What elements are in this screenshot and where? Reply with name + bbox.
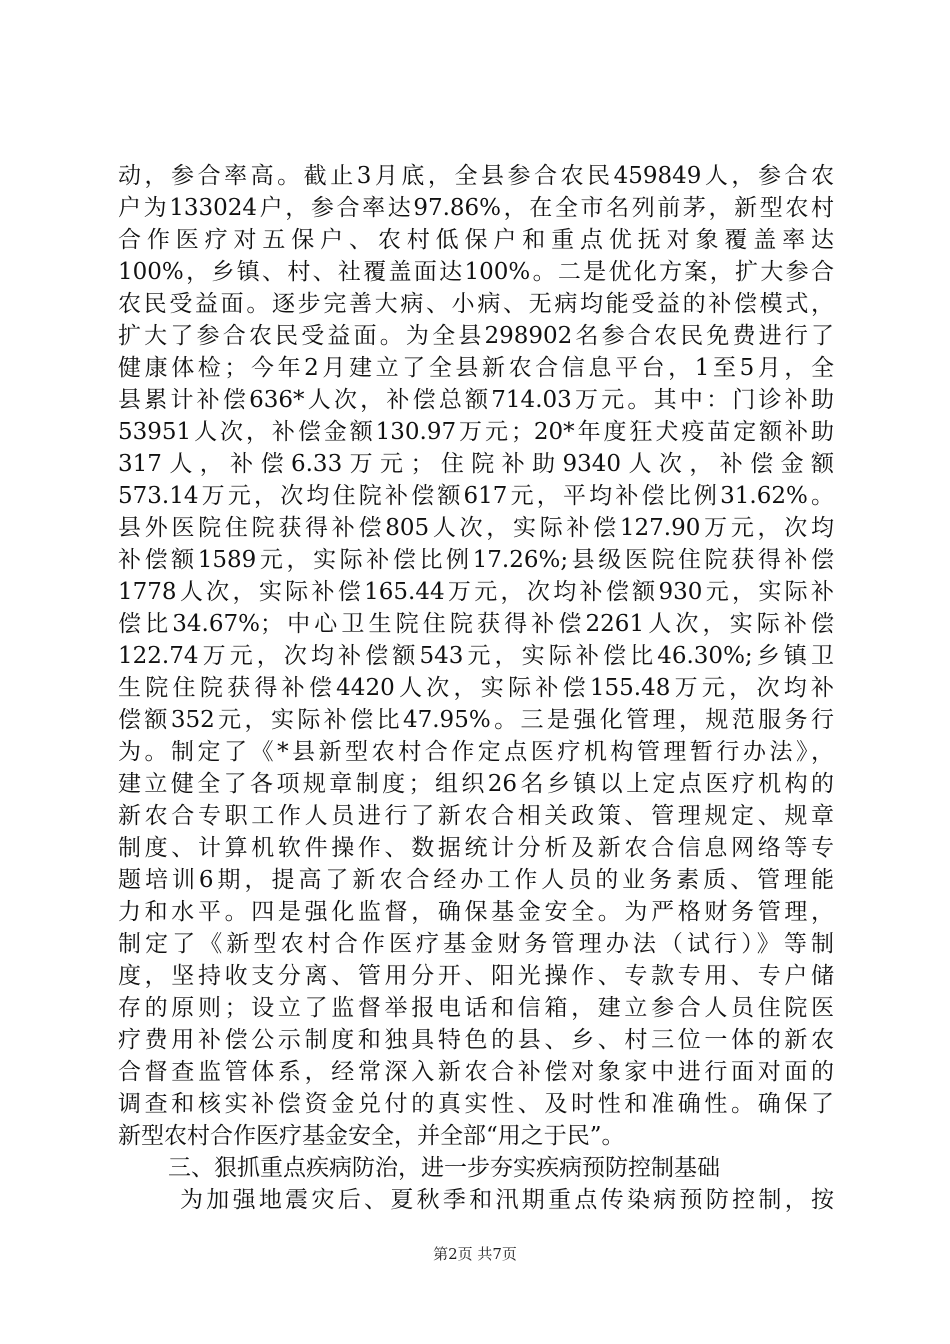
- text-line: 合作医疗对五保户、农村低保户和重点优抚对象覆盖率达: [118, 227, 834, 253]
- text-line: 县累计补偿636*人次，补偿总额714.03万元。其中：门诊补助: [118, 387, 834, 413]
- text-line: 偿额352元，实际补偿比47.95%。三是强化管理，规范服务行: [118, 707, 834, 733]
- paragraph-start-line: 为加强地震灾后、夏秋季和汛期重点传染病预防控制，按: [180, 1187, 834, 1213]
- text-line: 疗费用补偿公示制度和独具特色的县、乡、村三位一体的新农: [118, 1027, 834, 1053]
- text-line: 新型农村合作医疗基金安全，并全部“用之于民”。: [118, 1123, 625, 1149]
- text-line: 生院住院获得补偿4420人次，实际补偿155.48万元，次均补: [118, 675, 834, 701]
- text-line: 制度、计算机软件操作、数据统计分析及新农合信息网络等专: [118, 835, 834, 861]
- section-heading: 三、狠抓重点疾病防治，进一步夯实疾病预防控制基础: [168, 1155, 720, 1181]
- text-line: 户为133024户，参合率达97.86%，在全市名列前茅，新型农村: [118, 195, 834, 221]
- text-line: 573.14万元，次均住院补偿额617元，平均补偿比例31.62%。: [118, 483, 834, 509]
- text-line: 53951人次，补偿金额130.97万元；20*年度狂犬疫苗定额补助: [118, 419, 834, 445]
- text-line: 合督查监管体系，经常深入新农合补偿对象家中进行面对面的: [118, 1059, 834, 1085]
- text-line: 存的原则；设立了监督举报电话和信箱，建立参合人员住院医: [118, 995, 834, 1021]
- text-line: 317人，补偿6.33万元；住院补助9340人次，补偿金额: [118, 451, 834, 477]
- text-line: 新农合专职工作人员进行了新农合相关政策、管理规定、规章: [118, 803, 834, 829]
- body-text: [118, 160, 834, 1216]
- text-line: 偿比34.67%；中心卫生院住院获得补偿2261人次，实际补偿: [118, 611, 834, 637]
- text-line: 县外医院住院获得补偿805人次，实际补偿127.90万元，次均: [118, 515, 834, 541]
- text-line: 题培训6期，提高了新农合经办工作人员的业务素质、管理能: [118, 867, 834, 893]
- text-line: 农民受益面。逐步完善大病、小病、无病均能受益的补偿模式，: [118, 291, 834, 317]
- text-line: 调查和核实补偿资金兑付的真实性、及时性和准确性。确保了: [118, 1091, 834, 1117]
- page-footer: 第2页 共7页: [433, 1245, 517, 1263]
- text-line: 1778人次，实际补偿165.44万元，次均补偿额930元，实际补: [118, 579, 834, 605]
- text-line: 为。制定了《*县新型农村合作定点医疗机构管理暂行办法》，: [118, 739, 834, 765]
- text-line: 补偿额1589元，实际补偿比例17.26%;县级医院住院获得补偿: [118, 547, 834, 573]
- text-line: 建立健全了各项规章制度；组织26名乡镇以上定点医疗机构的: [118, 771, 834, 797]
- text-line: 健康体检；今年2月建立了全县新农合信息平台，1至5月，全: [118, 355, 834, 381]
- text-line: 度，坚持收支分离、管用分开、阳光操作、专款专用、专户储: [118, 963, 834, 989]
- text-line: 制定了《新型农村合作医疗基金财务管理办法（试行）》等制: [118, 931, 834, 957]
- text-line: 100%，乡镇、村、社覆盖面达100%。二是优化方案，扩大参合: [118, 259, 834, 285]
- text-line: 力和水平。四是强化监督，确保基金安全。为严格财务管理，: [118, 899, 834, 925]
- text-line: 动，参合率高。截止3月底，全县参合农民459849人，参合农: [118, 163, 834, 189]
- text-line: 122.74万元，次均补偿额543元，实际补偿比46.30%;乡镇卫: [118, 643, 834, 669]
- text-line: 扩大了参合农民受益面。为全县298902名参合农民免费进行了: [118, 323, 834, 349]
